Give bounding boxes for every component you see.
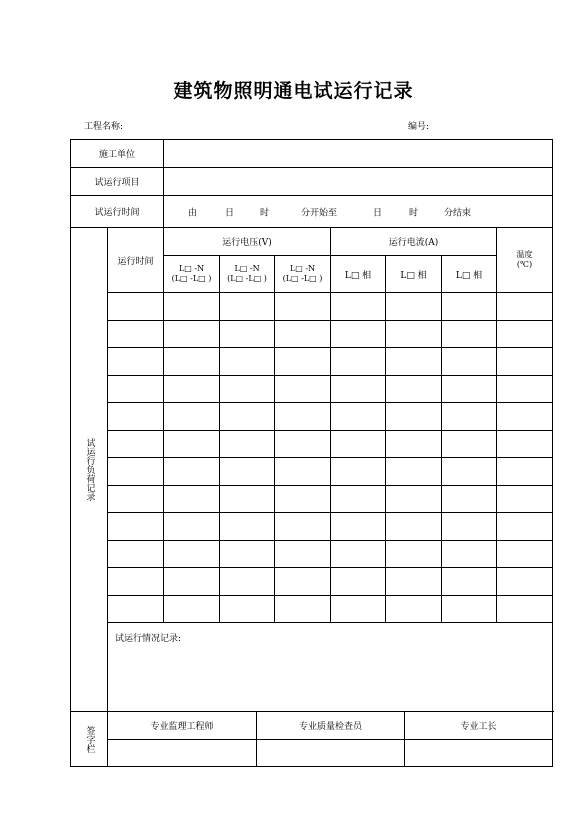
run-time-cell[interactable] [108,595,164,623]
data-cell[interactable] [275,485,331,513]
voltage-col-3-line2: (L□ -L□ ) [282,274,323,283]
data-cell[interactable] [220,513,275,541]
data-cell[interactable] [331,458,386,486]
data-cell[interactable] [497,568,553,596]
data-cell[interactable] [386,513,442,541]
voltage-column-2 [220,256,275,293]
data-cell[interactable] [220,348,275,376]
notes-field[interactable] [108,623,553,712]
data-cell[interactable] [442,568,497,596]
data-cell[interactable] [386,320,442,348]
data-cell[interactable] [442,403,497,431]
current-column-2: L□ 相 [386,256,442,293]
data-cell[interactable] [331,430,386,458]
run-time-cell[interactable] [108,540,164,568]
notes-label: 试运行情况记录: [115,634,182,644]
data-cell[interactable] [164,540,220,568]
data-cell[interactable] [164,293,220,321]
data-cell[interactable] [331,540,386,568]
temperature-header [497,228,553,293]
data-cell[interactable] [386,293,442,321]
data-cell[interactable] [497,458,553,486]
data-cell[interactable] [220,403,275,431]
data-cell[interactable] [386,595,442,623]
run-time-header: 运行时间 [108,228,164,293]
temperature-label-line2: (℃) [516,260,533,269]
data-cell[interactable] [164,458,220,486]
data-cell[interactable] [386,403,442,431]
run-time-cell[interactable] [108,485,164,513]
time-part-start: 分开始至 [301,208,338,218]
signature-field-foreman[interactable] [405,740,553,767]
trial-item-field[interactable] [164,168,553,196]
data-cell[interactable] [331,320,386,348]
voltage-column-1 [164,256,220,293]
signature-field-quality-inspector[interactable] [257,740,405,767]
data-cell[interactable] [164,568,220,596]
data-cell[interactable] [275,375,331,403]
current-column-3: L□ 相 [442,256,497,293]
data-cell[interactable] [220,458,275,486]
data-cell[interactable] [497,320,553,348]
run-time-cell[interactable] [108,430,164,458]
trial-time-row [71,196,553,228]
construction-unit-row [71,140,553,168]
trial-time-field[interactable] [164,196,553,228]
data-cell[interactable] [497,513,553,541]
run-time-cell[interactable] [108,293,164,321]
data-cell[interactable] [442,348,497,376]
data-cell[interactable] [331,513,386,541]
trial-item-row [71,168,553,196]
data-cell[interactable] [331,595,386,623]
data-cell[interactable] [386,540,442,568]
number-label: 编号: [408,122,430,132]
run-time-cell[interactable] [108,513,164,541]
data-cell[interactable] [497,348,553,376]
data-cell[interactable] [164,375,220,403]
voltage-col-2-line2: (L□ -L□ ) [227,274,267,283]
signature-role-quality-inspector: 专业质量检查员 [257,712,405,740]
voltage-col-1-line1: L□ -N [178,264,205,273]
data-cell[interactable] [497,403,553,431]
data-cell[interactable] [275,458,331,486]
table-row [71,348,553,376]
data-cell[interactable] [275,348,331,376]
data-cell[interactable] [220,595,275,623]
data-cell[interactable] [331,293,386,321]
time-part-day-end: 日 [373,208,383,218]
time-part-from: 由 [188,208,198,218]
data-cell[interactable] [275,540,331,568]
signature-label-cell [71,712,108,767]
signature-sign-row [71,740,553,767]
data-cell[interactable] [497,485,553,513]
signature-label: 签字栏 [84,725,95,753]
current-group-header: 运行电流(A) [331,228,497,256]
data-cell[interactable] [220,375,275,403]
notes-row [71,623,553,712]
data-cell[interactable] [220,430,275,458]
table-row [71,568,553,596]
table-row [71,485,553,513]
data-cell[interactable] [442,485,497,513]
trial-time-label: 试运行时间 [71,196,164,228]
data-cell[interactable] [164,320,220,348]
data-cell[interactable] [164,595,220,623]
signature-table [70,711,553,767]
signature-role-foreman: 专业工长 [405,712,553,740]
data-cell[interactable] [442,375,497,403]
run-time-cell[interactable] [108,320,164,348]
data-cell[interactable] [331,375,386,403]
signature-field-supervisor[interactable] [108,740,257,767]
data-cell[interactable] [275,595,331,623]
document-title: 建筑物照明通电试运行记录 [173,80,414,102]
data-cell[interactable] [497,595,553,623]
data-cell[interactable] [331,485,386,513]
data-cell[interactable] [442,458,497,486]
table-row [71,375,553,403]
data-cell[interactable] [386,568,442,596]
data-cell[interactable] [164,485,220,513]
data-cell[interactable] [442,293,497,321]
signature-role-row [71,712,553,740]
data-cell[interactable] [497,430,553,458]
data-cell[interactable] [275,568,331,596]
load-record-label-cell [71,228,108,712]
time-part-hour: 时 [260,208,270,218]
load-header-row-1 [71,228,553,256]
run-time-cell[interactable] [108,348,164,376]
voltage-group-header: 运行电压(V) [164,228,331,256]
trial-run-form-table [70,139,553,712]
temperature-label-line1: 温度 [516,250,533,259]
data-cell[interactable] [497,540,553,568]
data-cell[interactable] [442,320,497,348]
current-column-1: L□ 相 [331,256,386,293]
load-record-label: 试运行负荷记录 [84,438,95,501]
data-cell[interactable] [220,540,275,568]
data-cell[interactable] [331,348,386,376]
run-time-cell[interactable] [108,458,164,486]
data-cell[interactable] [164,348,220,376]
voltage-col-1-line2: (L□ -L□ ) [171,274,212,283]
data-cell[interactable] [331,568,386,596]
data-cell[interactable] [442,595,497,623]
data-cell[interactable] [275,320,331,348]
signature-role-supervisor: 专业监理工程师 [108,712,257,740]
time-part-end: 分结束 [444,208,472,218]
data-cell[interactable] [497,375,553,403]
data-cell[interactable] [331,403,386,431]
table-row [71,430,553,458]
data-cell[interactable] [220,485,275,513]
data-cell[interactable] [164,430,220,458]
data-cell[interactable] [220,293,275,321]
run-time-cell[interactable] [108,375,164,403]
data-cell[interactable] [442,540,497,568]
table-row [71,513,553,541]
run-time-cell[interactable] [108,568,164,596]
data-cell[interactable] [220,568,275,596]
voltage-col-2-line1: L□ -N [234,264,260,273]
data-cell[interactable] [386,348,442,376]
data-cell[interactable] [275,403,331,431]
table-row [71,595,553,623]
run-time-cell[interactable] [108,403,164,431]
data-cell[interactable] [386,375,442,403]
data-cell[interactable] [386,485,442,513]
data-cell[interactable] [275,513,331,541]
data-cell[interactable] [442,430,497,458]
table-row [71,320,553,348]
voltage-col-3-line1: L□ -N [289,264,316,273]
data-cell[interactable] [164,403,220,431]
data-cell[interactable] [386,458,442,486]
voltage-column-3 [275,256,331,293]
table-row [71,458,553,486]
project-name-label: 工程名称: [84,122,124,132]
table-row [71,540,553,568]
data-cell[interactable] [386,430,442,458]
table-row [71,403,553,431]
data-cell[interactable] [275,293,331,321]
trial-item-label: 试运行项目 [71,168,164,196]
table-row [71,293,553,321]
data-cell[interactable] [497,293,553,321]
data-cell[interactable] [442,513,497,541]
construction-unit-field[interactable] [164,140,553,168]
time-part-day: 日 [225,208,235,218]
construction-unit-label: 施工单位 [71,140,164,168]
data-cell[interactable] [220,320,275,348]
time-part-hour-end: 时 [409,208,419,218]
data-cell[interactable] [164,513,220,541]
data-cell[interactable] [275,430,331,458]
